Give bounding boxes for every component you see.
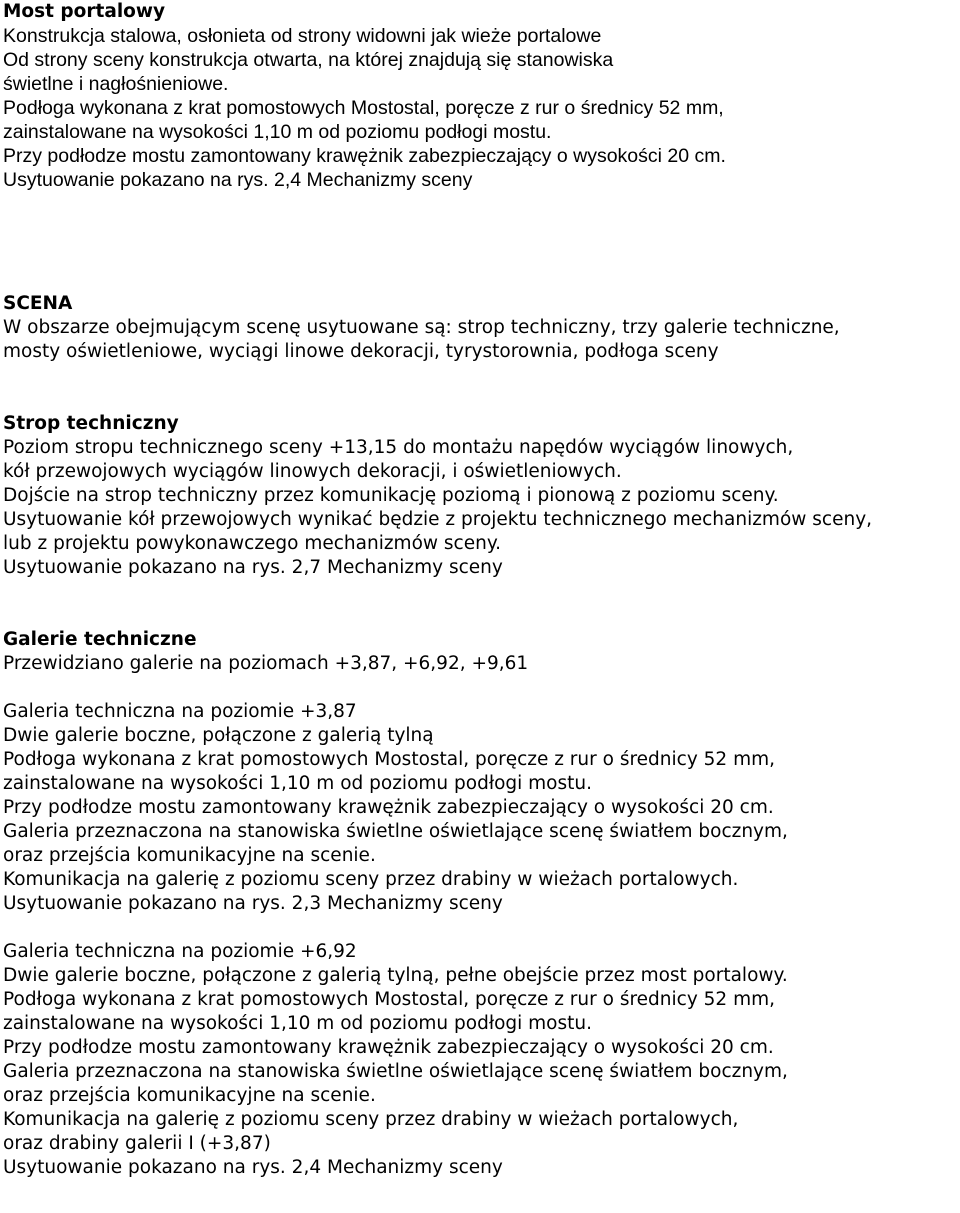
text-line: świetlne i nagłośnieniowe. (3, 73, 229, 95)
text-line: Galeria techniczna na poziomie +3,87 (3, 701, 357, 722)
spacer (3, 192, 960, 292)
text-line: W obszarze obejmującym scenę usytuowane są: strop techniczny, trzy galerie techniczne, (3, 317, 840, 338)
text-line: Od strony sceny konstrukcja otwarta, na której znajdują się stanowiska (3, 49, 614, 71)
spacer (3, 916, 960, 940)
text-line: Przy podłodze mostu zamontowany krawężnik zabezpieczający o wysokości 20 cm. (3, 145, 726, 167)
text-line: Przy podłodze mostu zamontowany krawężnik zabezpieczający o wysokości 20 cm. (3, 1037, 774, 1058)
text-line: Galeria techniczna na poziomie +6,92 (3, 941, 357, 962)
spacer (3, 580, 960, 628)
text-line: Dwie galerie boczne, połączone z galerią tylną (3, 725, 434, 746)
text-line: Konstrukcja stalowa, osłonieta od strony widowni jak wieże portalowe (3, 25, 602, 47)
text-line: Usytuowanie pokazano na rys. 2,4 Mechanizmy sceny (3, 169, 473, 191)
text-line: Poziom stropu technicznego sceny +13,15 do montażu napędów wyciągów linowych, (3, 437, 794, 458)
section-scena (3, 292, 960, 364)
text-line: Komunikacja na galerię z poziomu sceny przez drabiny w wieżach portalowych, (3, 1109, 739, 1130)
section-title: SCENA (3, 293, 73, 314)
spacer (3, 364, 960, 412)
section-title: Most portalowy (3, 1, 166, 22)
text-line: oraz przejścia komunikacyjne na scenie. (3, 845, 376, 866)
text-line: zainstalowane na wysokości 1,10 m od poziomu podłogi mostu. (3, 1013, 592, 1034)
section-strop-techniczny (3, 412, 960, 580)
section-title: Strop techniczny (3, 413, 179, 434)
gallery-level-2 (3, 940, 960, 1180)
text-line: zainstalowane na wysokości 1,10 m od poziomu podłogi mostu. (3, 121, 552, 143)
text-line: Podłoga wykonana z krat pomostowych Mostostal, poręcze z rur o średnicy 52 mm, (3, 97, 724, 119)
text-line: kół przewojowych wyciągów linowych dekoracji, i oświetleniowych. (3, 461, 622, 482)
text-line: Galeria przeznaczona na stanowiska świetlne oświetlające scenę światłem bocznym, (3, 821, 788, 842)
gallery-level-1 (3, 700, 960, 916)
text-line: Podłoga wykonana z krat pomostowych Mostostal, poręcze z rur o średnicy 52 mm, (3, 749, 775, 770)
text-line: Usytuowanie kół przewojowych wynikać będzie z projektu technicznego mechanizmów sceny, (3, 509, 873, 530)
text-line: Podłoga wykonana z krat pomostowych Mostostal, poręcze z rur o średnicy 52 mm, (3, 989, 775, 1010)
section-title: Galerie techniczne (3, 629, 197, 650)
text-line: Dojście na strop techniczny przez komunikację poziomą i pionową z poziomu sceny. (3, 485, 779, 506)
text-line: zainstalowane na wysokości 1,10 m od poziomu podłogi mostu. (3, 773, 592, 794)
text-line: Galeria przeznaczona na stanowiska świetlne oświetlające scenę światłem bocznym, (3, 1061, 788, 1082)
section-galerie-techniczne (3, 628, 960, 1180)
text-line: Dwie galerie boczne, połączone z galerią tylną, pełne obejście przez most portalowy. (3, 965, 788, 986)
text-line: oraz drabiny galerii I (+3,87) (3, 1133, 271, 1154)
text-line: lub z projektu powykonawczego mechanizmów sceny. (3, 533, 502, 554)
text-line: oraz przejścia komunikacyjne na scenie. (3, 1085, 376, 1106)
section-most-portalowy (3, 0, 960, 192)
text-line: Usytuowanie pokazano na rys. 2,7 Mechanizmy sceny (3, 557, 503, 578)
spacer (3, 676, 960, 700)
text-line: Przy podłodze mostu zamontowany krawężnik zabezpieczający o wysokości 20 cm. (3, 797, 774, 818)
text-line: Przewidziano galerie na poziomach +3,87, +6,92, +9,61 (3, 653, 529, 674)
text-line: Usytuowanie pokazano na rys. 2,4 Mechanizmy sceny (3, 1157, 503, 1178)
text-line: Komunikacja na galerię z poziomu sceny przez drabiny w wieżach portalowych. (3, 869, 739, 890)
text-line: Usytuowanie pokazano na rys. 2,3 Mechanizmy sceny (3, 893, 503, 914)
text-line: mosty oświetleniowe, wyciągi linowe dekoracji, tyrystorownia, podłoga sceny (3, 341, 719, 362)
